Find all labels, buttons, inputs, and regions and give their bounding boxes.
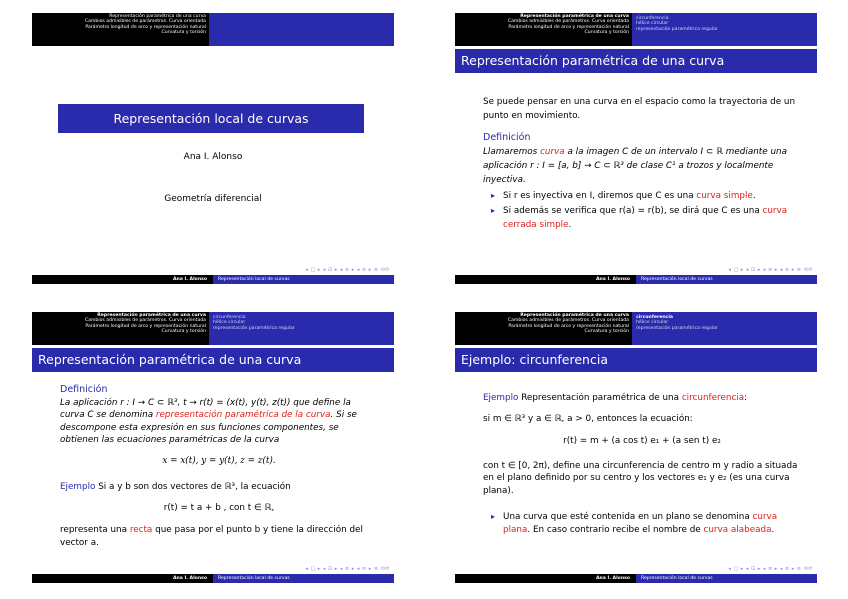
- header-sections: Representación paramétrica de una curva Cambios admisibles de parámetros. Curva orientada Parámetro longitud de arco y representación natural Curvatura y torsión: [84, 14, 206, 36]
- definition-body: Llamaremos curva a la imagen C de un intervalo I ⊂ ℝ mediante una aplicación r : I = [a, b] → C ⊂ ℝ³ de clase C¹ a trozos y localmente inyectiva.: [483, 147, 787, 185]
- header-sections: Representación paramétrica de una curva Cambios admisibles de parámetros. Curva orientada Parámetro longitud de arco y representación natural Curvatura y torsión: [507, 14, 629, 36]
- list-item: ▸ Si r es inyectiva en I, diremos que C es una curva simple.: [495, 189, 801, 203]
- footer-short-title: Representación local de curvas: [213, 574, 394, 583]
- slide-header: [32, 13, 394, 46]
- definition-title: Definición: [483, 132, 531, 143]
- definition-title: Definición: [60, 384, 108, 395]
- beamer-navigation[interactable]: ◂ □ ▸ ◂ ⊡ ▸ ◂ ≡ ▸ ◂ ≡ ▸ ≡ ⟲⟳: [305, 267, 390, 273]
- intro-text: Se puede pensar en una curva en el espacio como la trayectoria de un punto en movimiento.: [483, 97, 796, 121]
- beamer-navigation[interactable]: ◂ □ ▸ ◂ ⊡ ▸ ◂ ≡ ▸ ◂ ≡ ▸ ≡ ⟲⟳: [728, 566, 813, 572]
- slide-circle-example: [455, 312, 817, 583]
- presentation-author: Ana I. Alonso: [183, 152, 243, 162]
- header-sections: Representación paramétrica de una curva Cambios admisibles de parámetros. Curva orientada Parámetro longitud de arco y representación natural Curvatura y torsión: [507, 313, 629, 335]
- explanation-paragraph: con t ∈ [0, 2π), define una circunferencia de centro m y radio a situada en el plano definido por su centro y los vectores e₁ y e₂ (es una curva plana).: [483, 460, 798, 496]
- bullet-list: [483, 189, 801, 232]
- example-conclusion: representa una recta que pasa por el punto b y tiene la dirección del vector a.: [60, 525, 363, 548]
- slide-footer: [32, 574, 394, 583]
- footer-author: Ana I. Alonso: [595, 277, 630, 282]
- frame-title: Representación paramétrica de una curva: [455, 49, 817, 73]
- line-equation: r(t) = t a + b , con t ∈ ℝ,: [163, 502, 275, 513]
- footer-author: Ana I. Alonso: [595, 576, 630, 581]
- slide-footer: [32, 275, 394, 284]
- header-subsections: circunferencia hélice circular representación paramétrica regular: [632, 13, 817, 46]
- slide-footer: [455, 275, 817, 284]
- presentation-subject: Geometría diferencial: [164, 194, 262, 204]
- condition-line: si m ∈ ℝ³ y a ∈ ℝ, a > 0, entonces la ecuación:: [483, 413, 693, 424]
- footer-short-title: Representación local de curvas: [636, 275, 817, 284]
- circle-equation: r(t) = m + (a cos t) e₁ + (a sen t) e₂: [563, 436, 721, 446]
- slide-body: [483, 95, 801, 233]
- beamer-navigation[interactable]: ◂ □ ▸ ◂ ⊡ ▸ ◂ ≡ ▸ ◂ ≡ ▸ ≡ ⟲⟳: [728, 267, 813, 273]
- slide-header: [455, 13, 817, 46]
- presentation-title: Representación local de curvas: [58, 104, 364, 133]
- footer-author: Ana I. Alonso: [172, 576, 207, 581]
- footer-author: Ana I. Alonso: [172, 277, 207, 282]
- footer-short-title: Representación local de curvas: [636, 574, 817, 583]
- header-subsections: circunferencia hélice circular representación paramétrica regular: [632, 312, 817, 345]
- definition-body: La aplicación r : I → C ⊂ ℝ³, t → r(t) = (x(t), y(t), z(t)) que define la curva C se denomina representación paramétrica de la curva. Si se descompone esta expresión en sus funciones componentes, se obtienen las ecuaciones paramétricas de la curva: [60, 397, 357, 445]
- slide-title-page: [32, 13, 394, 284]
- slide-parametric-representation: [32, 312, 394, 583]
- slide-curve-definition: [455, 13, 817, 284]
- list-item: ▸ Si además se verifica que r(a) = r(b), se dirá que C es una curva cerrada simple.: [495, 204, 801, 232]
- slide-body: [60, 384, 378, 549]
- frame-title: Representación paramétrica de una curva: [32, 348, 394, 372]
- header-sections: Representación paramétrica de una curva Cambios admisibles de parámetros. Curva orientada Parámetro longitud de arco y representación natural Curvatura y torsión: [84, 313, 206, 335]
- list-item: ▸ Una curva que esté contenida en un plano se denomina curva plana. En caso contrario recibe el nombre de curva alabeada.: [495, 511, 801, 536]
- parametric-equations: x = x(t), y = y(t), z = z(t).: [162, 455, 276, 466]
- header-subsections: [209, 13, 394, 46]
- bullet-list: [483, 511, 801, 536]
- example-line: Ejemplo Si a y b son dos vectores de ℝ³, la ecuación: [60, 482, 291, 492]
- slide-header: [32, 312, 394, 345]
- footer-short-title: Representación local de curvas: [213, 275, 394, 284]
- slide-body: [483, 392, 801, 537]
- slide-header: [455, 312, 817, 345]
- example-line: Ejemplo Representación paramétrica de una circunferencia:: [483, 393, 748, 403]
- header-subsections: circunferencia hélice circular representación paramétrica regular: [209, 312, 394, 345]
- frame-title: Ejemplo: circunferencia: [455, 348, 817, 372]
- slide-footer: [455, 574, 817, 583]
- beamer-navigation[interactable]: ◂ □ ▸ ◂ ⊡ ▸ ◂ ≡ ▸ ◂ ≡ ▸ ≡ ⟲⟳: [305, 566, 390, 572]
